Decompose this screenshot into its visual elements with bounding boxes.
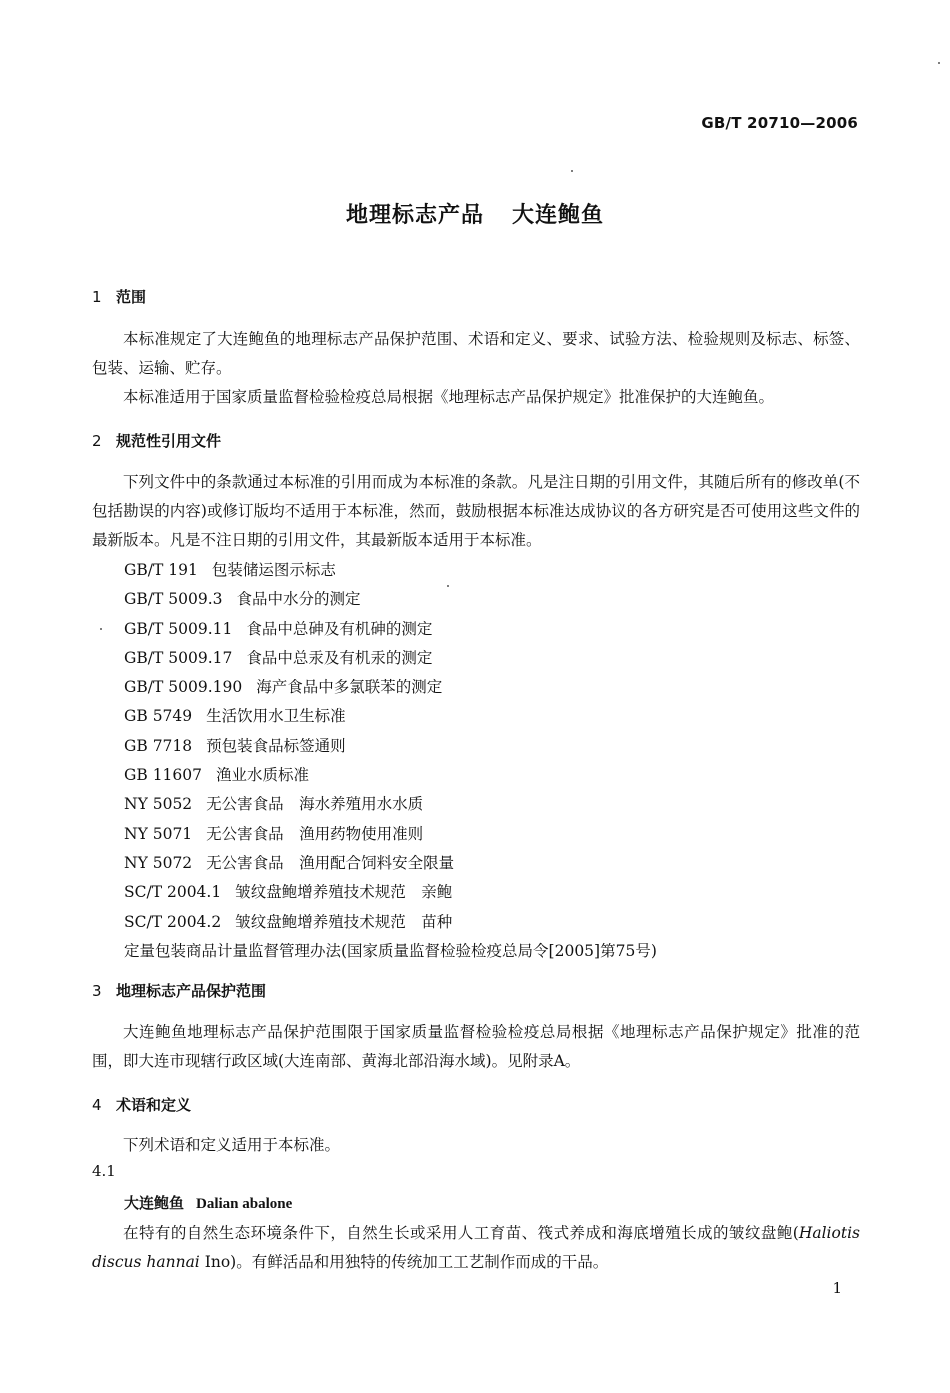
reference-name: 渔业水质标准 [216, 766, 310, 785]
list-item [124, 673, 657, 702]
reference-code: SC/T 2004.2 [124, 912, 222, 931]
reference-name: 无公害食品 渔用药物使用准则 [206, 824, 424, 843]
reference-name: 皱纹盘鲍增养殖技术规范 亲鲍 [235, 883, 453, 902]
reference-name: 预包装食品标签通则 [206, 736, 346, 755]
reference-name: 食品中总砷及有机砷的测定 [246, 619, 433, 638]
reference-code: GB/T 5009.190 [124, 678, 243, 697]
reference-code: NY 5071 [124, 824, 193, 843]
list-item [124, 937, 657, 966]
reference-code: NY 5072 [124, 853, 193, 872]
reference-name: 包装储运图示标志 [211, 561, 336, 579]
scan-speck [447, 585, 449, 587]
reference-code: SC/T 2004.1 [124, 883, 222, 902]
section-number: 1 [92, 288, 102, 306]
section-3-paragraph-1: 大连鲍鱼地理标志产品保护范围限于国家质量监督检验检疫总局根据《地理标志产品保护规定》批准的范围，即大连市现辖行政区域(大连南部、黄海北部沿海水域)。见附录A。 [92, 1023, 860, 1070]
list-item [124, 761, 657, 790]
section-title: 规范性引用文件 [116, 432, 222, 450]
scan-speck [571, 170, 573, 172]
section-title: 范围 [116, 288, 147, 306]
definition-text-2: Ino)。有鲜活品和用独特的传统加工工艺制作而成的干品。 [199, 1253, 609, 1271]
list-item [124, 849, 657, 878]
term-definition [92, 1219, 860, 1277]
section-number: 2 [92, 432, 102, 450]
reference-name: 生活饮用水卫生标准 [206, 707, 346, 726]
reference-code: GB 7718 [124, 736, 193, 755]
list-item [124, 908, 657, 937]
section-3-heading [92, 980, 266, 1001]
scan-speck [938, 62, 940, 64]
list-item [124, 820, 657, 849]
section-title: 地理标志产品保护范围 [116, 982, 267, 1000]
list-item [124, 644, 657, 673]
section-4-heading [92, 1094, 191, 1115]
reference-name: 食品中水分的测定 [236, 590, 361, 609]
title-part-2: 大连鲍鱼 [512, 203, 605, 228]
term-english: Dalian abalone [196, 1196, 293, 1212]
scan-speck [100, 628, 102, 630]
reference-name: 海产食品中多氯联苯的测定 [256, 678, 443, 697]
reference-code: GB 11607 [124, 766, 203, 785]
normative-reference-list [124, 556, 657, 966]
standard-number: GB/T 20710—2006 [701, 114, 858, 132]
reference-code: GB/T 5009.11 [124, 619, 233, 638]
reference-name: 无公害食品 海水养殖用水水质 [206, 795, 424, 814]
species-latin-name: Haliotis discus hannai [92, 1224, 860, 1271]
title-part-1: 地理标志产品 [345, 203, 484, 228]
list-item [124, 615, 657, 644]
section-2-paragraph-1: 下列文件中的条款通过本标准的引用而成为本标准的条款。凡是注日期的引用文件，其随后所有的修改单(不包括勘误的内容)或修订版均不适用于本标准，然而，鼓励根据本标准达成协议的各方研究是否可使用这些文件的最新版本。凡是不注日期的引用文件，其最新版本适用于本标准。 [92, 473, 860, 549]
page-number: 1 [832, 1279, 842, 1297]
page-title [0, 198, 950, 229]
term-chinese: 大连鲍鱼 [124, 1194, 185, 1212]
section-1-paragraph-1: 本标准规定了大连鲍鱼的地理标志产品保护范围、术语和定义、要求、试验方法、检验规则及标志、标签、包装、运输、贮存。 [92, 330, 860, 377]
list-item [124, 585, 657, 614]
reference-code: GB/T 191 [124, 561, 198, 579]
list-item [124, 732, 657, 761]
section-2-heading [92, 430, 221, 451]
reference-name: 皱纹盘鲍增养殖技术规范 苗种 [235, 912, 453, 931]
section-4-paragraph-1: 下列术语和定义适用于本标准。 [123, 1136, 341, 1154]
reference-code: GB 5749 [124, 707, 193, 726]
section-number: 4 [92, 1096, 102, 1114]
reference-name: 食品中总汞及有机汞的测定 [246, 648, 433, 667]
term-heading [124, 1192, 292, 1213]
section-1-heading [92, 286, 146, 307]
section-number: 3 [92, 982, 102, 1000]
section-1-paragraph-2: 本标准适用于国家质量监督检验检疫总局根据《地理标志产品保护规定》批准保护的大连鲍鱼。 [123, 388, 775, 406]
definition-text-1: 在特有的自然生态环境条件下，自然生长或采用人工育苗、筏式养成和海底增殖长成的皱纹盘鲍( [123, 1224, 799, 1242]
section-title: 术语和定义 [116, 1096, 192, 1114]
list-item [124, 878, 657, 907]
list-item [124, 556, 657, 585]
reference-name: 无公害食品 渔用配合饲料安全限量 [206, 853, 455, 872]
reference-code: GB/T 5009.3 [124, 590, 223, 609]
subsection-number: 4.1 [92, 1162, 116, 1180]
list-item [124, 702, 657, 731]
reference-name: 定量包装商品计量监督管理办法(国家质量监督检验检疫总局令[2005]第75号) [124, 941, 657, 960]
list-item [124, 790, 657, 819]
reference-code: NY 5052 [124, 795, 193, 814]
reference-code: GB/T 5009.17 [124, 648, 233, 667]
